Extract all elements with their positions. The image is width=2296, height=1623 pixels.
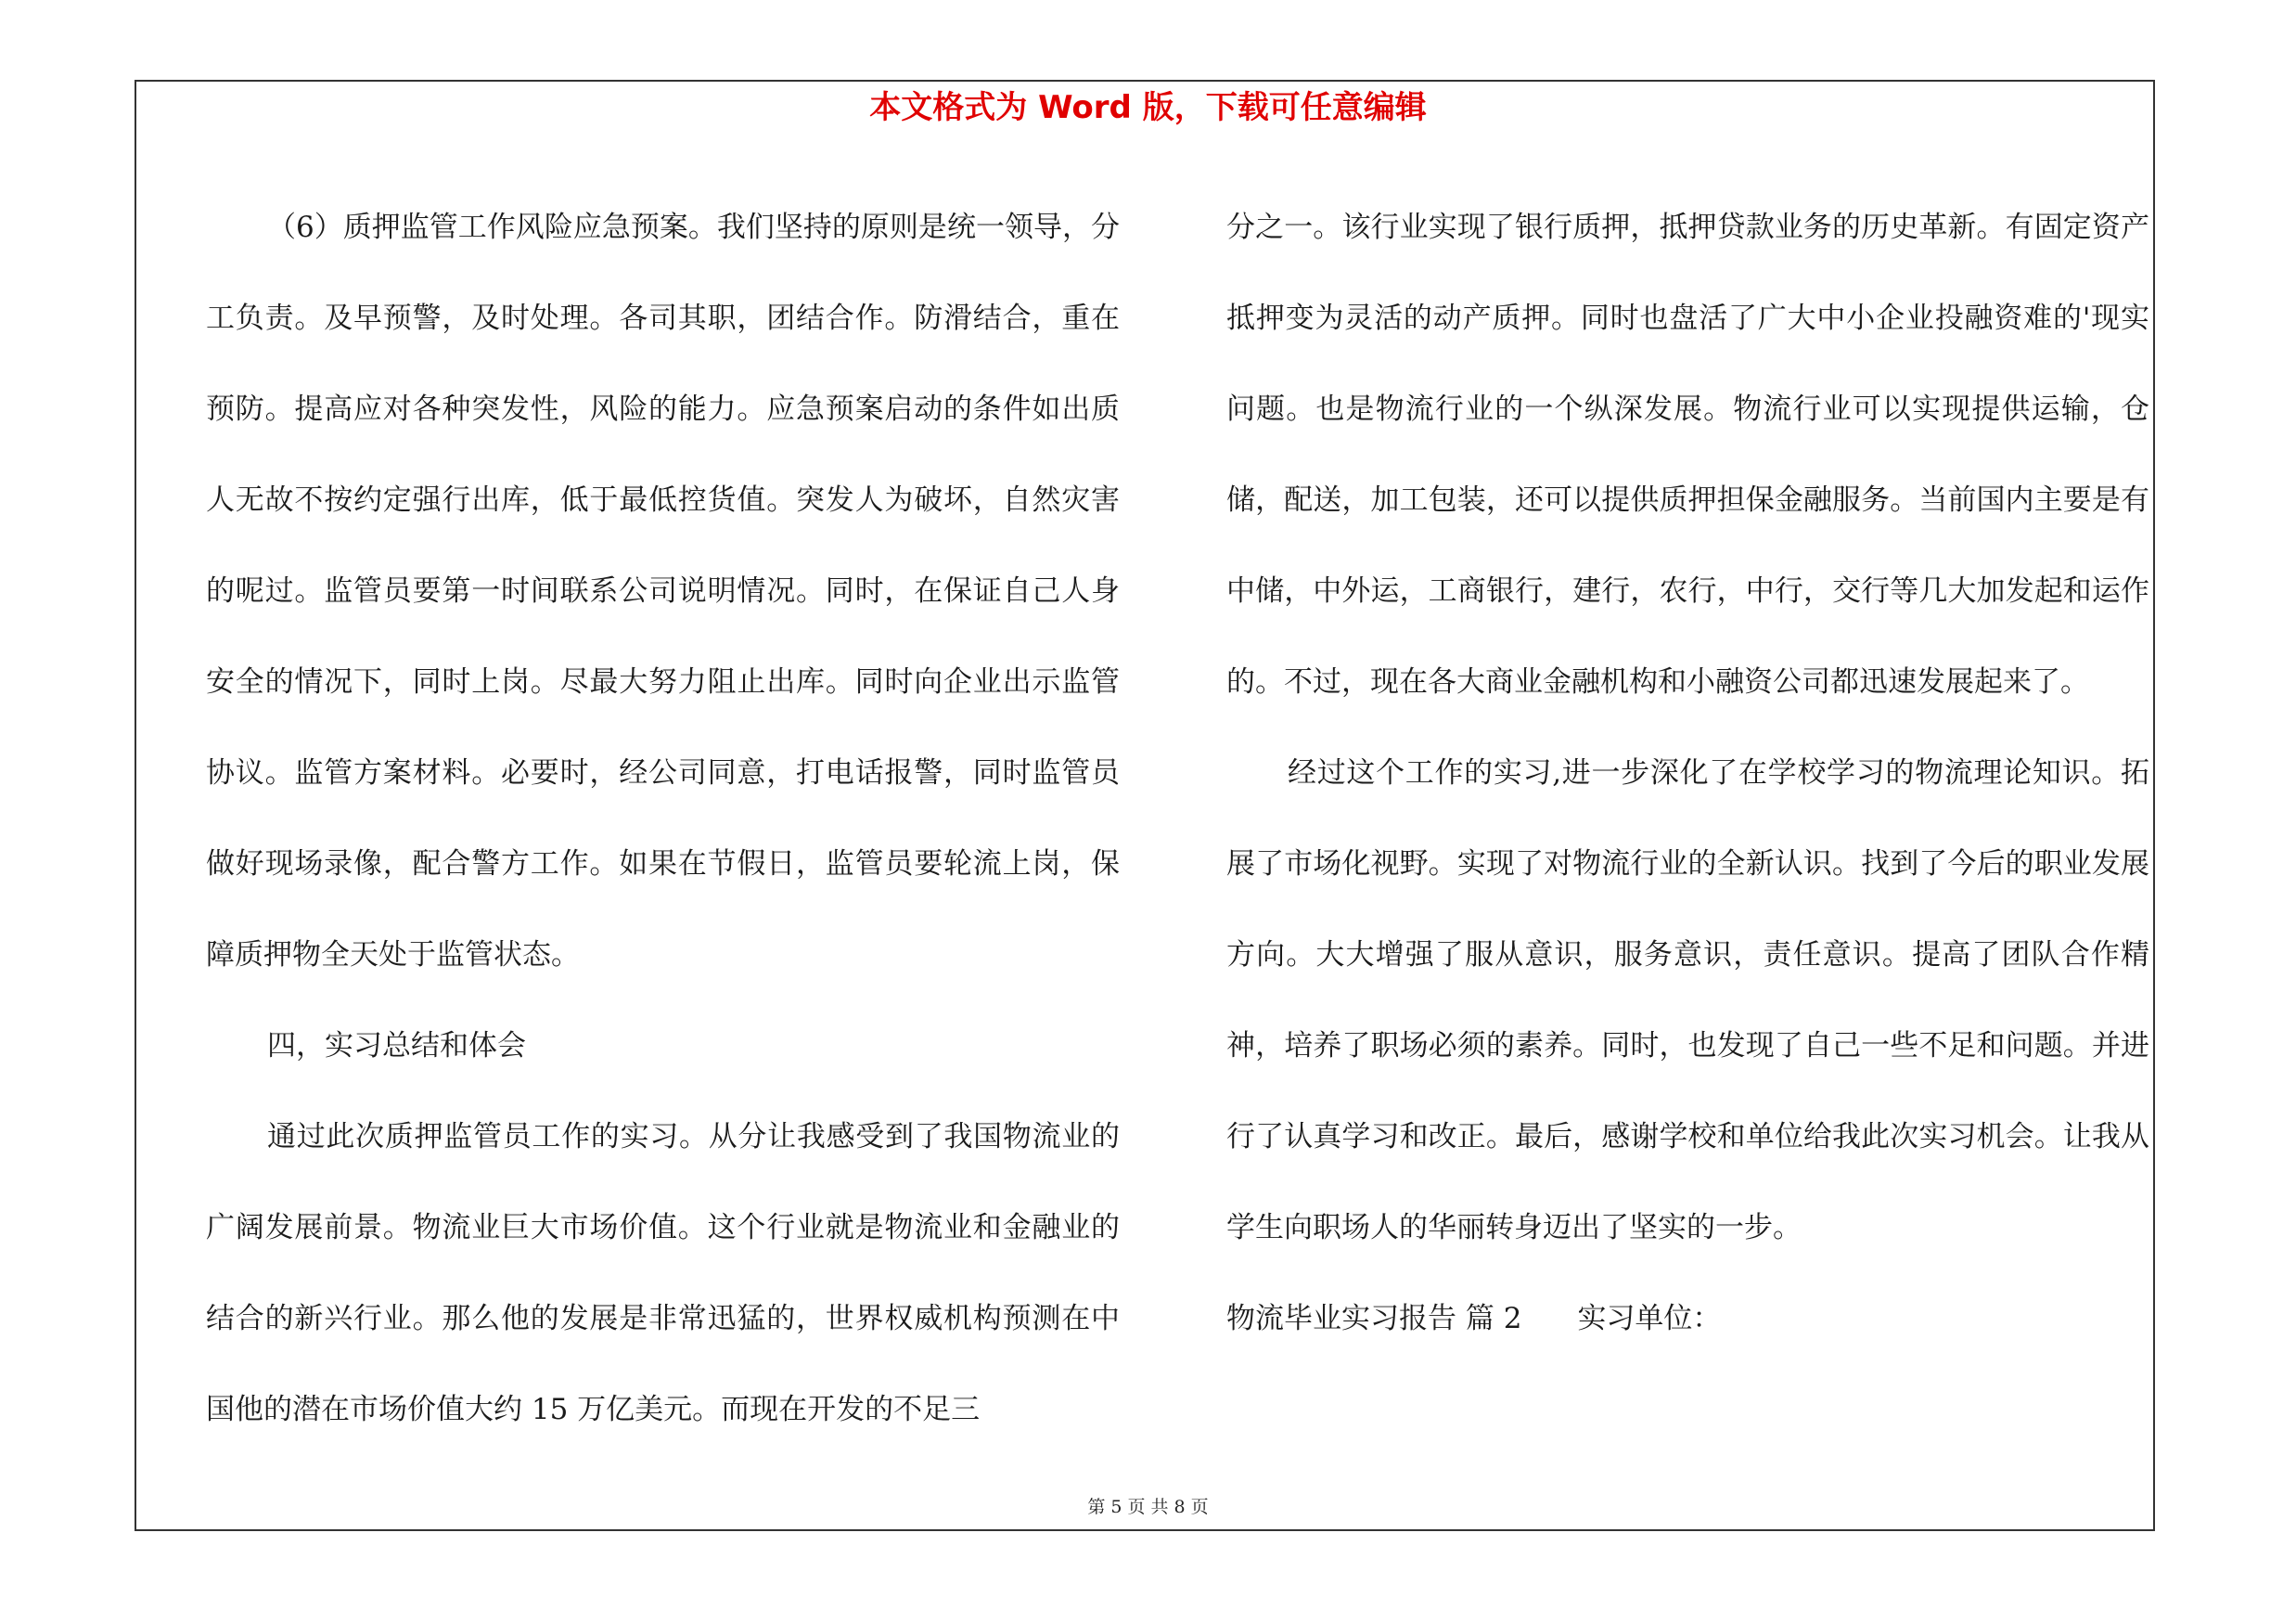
unit-label: 实习单位：	[1577, 1302, 1722, 1335]
left-column	[206, 182, 1120, 1455]
paragraph-continuation: 分之一。该行业实现了银行质押，抵押贷款业务的历史革新。有固定资产抵押变为灵活的动产质押。同时也盘活了广大中小企业投融资难的'现实问题。也是物流行业的一个纵深发展。物流行业可以实现提供运输，仓储，配送，加工包装，还可以提供质押担保金融服务。当前国内主要是有中储，中外运，工商银行，建行，农行，中行，交行等几大加发起和运作的。不过，现在各大商业金融机构和小融资公司都迅速发展起来了。	[1226, 211, 2149, 699]
paragraph-reflection: 经过这个工作的实习,进一步深化了在学校学习的物流理论知识。拓展了市场化视野。实现了对物流行业的全新认识。找到了今后的职业发展方向。大大增强了服从意识，服务意识，责任意识。提高了团队合作精神，培养了职场必须的素养。同时，也发现了自己一些不足和问题。并进行了认真学习和改正。最后，感谢学校和单位给我此次实习机会。让我从学生向职场人的华丽转身迈出了坚实的一步。	[1226, 756, 2149, 1244]
report-title: 物流毕业实习报告 篇 2	[1226, 1302, 1522, 1335]
paragraph-emergency-plan: （6）质押监管工作风险应急预案。我们坚持的原则是统一领导，分工负责。及早预警，及时处理。各司其职，团结合作。防滑结合，重在预防。提高应对各种突发性，风险的能力。应急预案启动的条件如出质人无故不按约定强行出库，低于最低控货值。突发人为破坏，自然灾害的呢过。监管员要第一时间联系公司说明情况。同时，在保证自己人身安全的情况下，同时上岗。尽最大努力阻止出库。同时向企业出示监管协议。监管方案材料。必要时，经公司同意，打电话报警，同时监管员做好现场录像，配合警方工作。如果在节假日，监管员要轮流上岗，保障质押物全天处于监管状态。	[206, 211, 1120, 972]
format-banner: 本文格式为 Word 版，下载可任意编辑	[869, 89, 1427, 126]
section-heading: 四，实习总结和体会	[267, 1029, 526, 1063]
right-column	[1226, 182, 2149, 1364]
report-title-line	[1226, 1273, 2149, 1364]
page-number: 第 5 页 共 8 页	[1087, 1497, 1209, 1517]
paragraph-summary: 通过此次质押监管员工作的实习。从分让我感受到了我国物流业的广阔发展前景。物流业巨大市场价值。这个行业就是物流业和金融业的结合的新兴行业。那么他的发展是非常迅猛的，世界权威机构预测在中国他的潜在市场价值大约 15 万亿美元。而现在开发的不足三	[206, 1120, 1120, 1426]
